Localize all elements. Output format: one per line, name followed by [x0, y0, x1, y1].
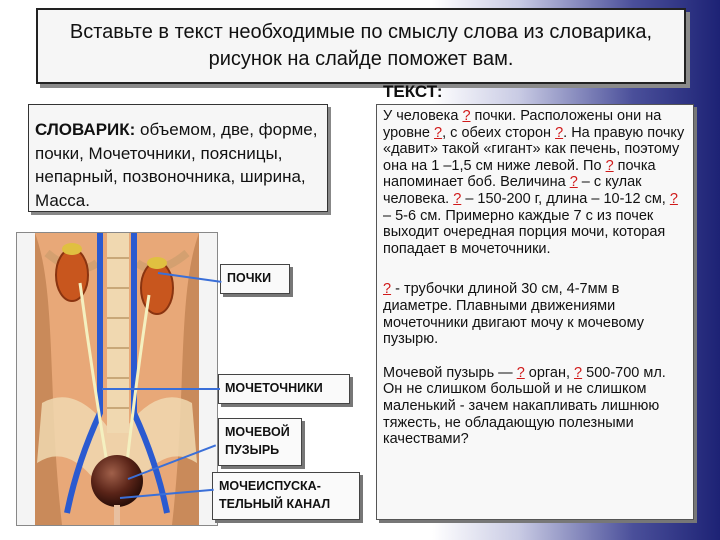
paragraph-text-segment: – с кулак человека. [383, 174, 642, 207]
paragraph-text-segment: , с обеих сторон [442, 124, 556, 141]
paragraph-text-segment: – 150-200 г, длина – 10-12 см, [461, 190, 670, 207]
paragraph-text-segment: орган, [524, 364, 575, 381]
paragraph-text-segment: почки. Расположены они на уровне [383, 108, 662, 141]
blank-question-mark: ? [516, 364, 525, 381]
paragraph-text-segment: Мочевой пузырь — [383, 364, 517, 381]
left-kidney [56, 249, 88, 301]
paragraph-text-segment: 500-700 мл. Он не слишком большой и не слишком маленький - зачем накапливать лишнюю тяжесть, не обладающую полезными качествами? [383, 364, 666, 448]
blank-question-mark: ? [383, 281, 392, 298]
vocabulary-heading: СЛОВАРИК: [35, 120, 136, 139]
paragraph-bladder [383, 365, 689, 448]
paragraph-text-segment: - трубочки длиной 30 см, 4-7мм в диаметре. Плавными движениями мочеточники двигают мочу к мочевому пузырю. [383, 281, 644, 348]
blank-question-mark: ? [462, 108, 471, 124]
label-bladder: МОЧЕВОЙ ПУЗЫРЬ [218, 418, 302, 466]
label-kidneys: ПОЧКИ [220, 264, 290, 294]
vocabulary-box [28, 104, 328, 212]
blank-question-mark: ? [569, 174, 578, 191]
blank-question-mark: ? [453, 190, 462, 207]
label-ureters: МОЧЕТОЧНИКИ [218, 374, 350, 404]
text-heading: ТЕКСТ: [383, 82, 443, 101]
blank-question-mark: ? [574, 364, 583, 381]
slide-title: Вставьте в текст необходимые по смыслу слова из словарика, рисунок на слайде поможет вам. [69, 21, 653, 70]
bladder-shape [91, 455, 143, 507]
blank-question-mark: ? [555, 124, 564, 141]
vocabulary-words: объемом, две, форме, почки, Мочеточники, поясницы, непарный, позвоночника, ширина, Масса. [35, 120, 318, 210]
paragraph-text-segment: почка напоминает боб. Величина [383, 157, 656, 191]
paragraph-text-segment: – 5-6 см. Примерно каждые 7 с из почек выходит очередная порция мочи, которая попадает в мочеточники. [383, 207, 666, 257]
paragraph-ureters [383, 281, 689, 347]
blank-question-mark: ? [434, 124, 443, 141]
blank-question-mark: ? [669, 190, 678, 207]
paragraph-text-segment: . На правую почку «давит» такой «гигант» как печень, поэтому она на 1 –1,5 см ниже левой. По [383, 124, 685, 174]
label-urethra: МОЧЕИСПУСКА-ТЕЛЬНЫЙ КАНАЛ [212, 472, 360, 520]
blank-question-mark: ? [605, 157, 614, 174]
title-box [36, 8, 686, 84]
paragraph-kidneys [383, 108, 689, 257]
pointer-ureters [102, 388, 220, 390]
text-box [376, 104, 694, 520]
paragraph-text-segment: У человека [383, 108, 463, 124]
